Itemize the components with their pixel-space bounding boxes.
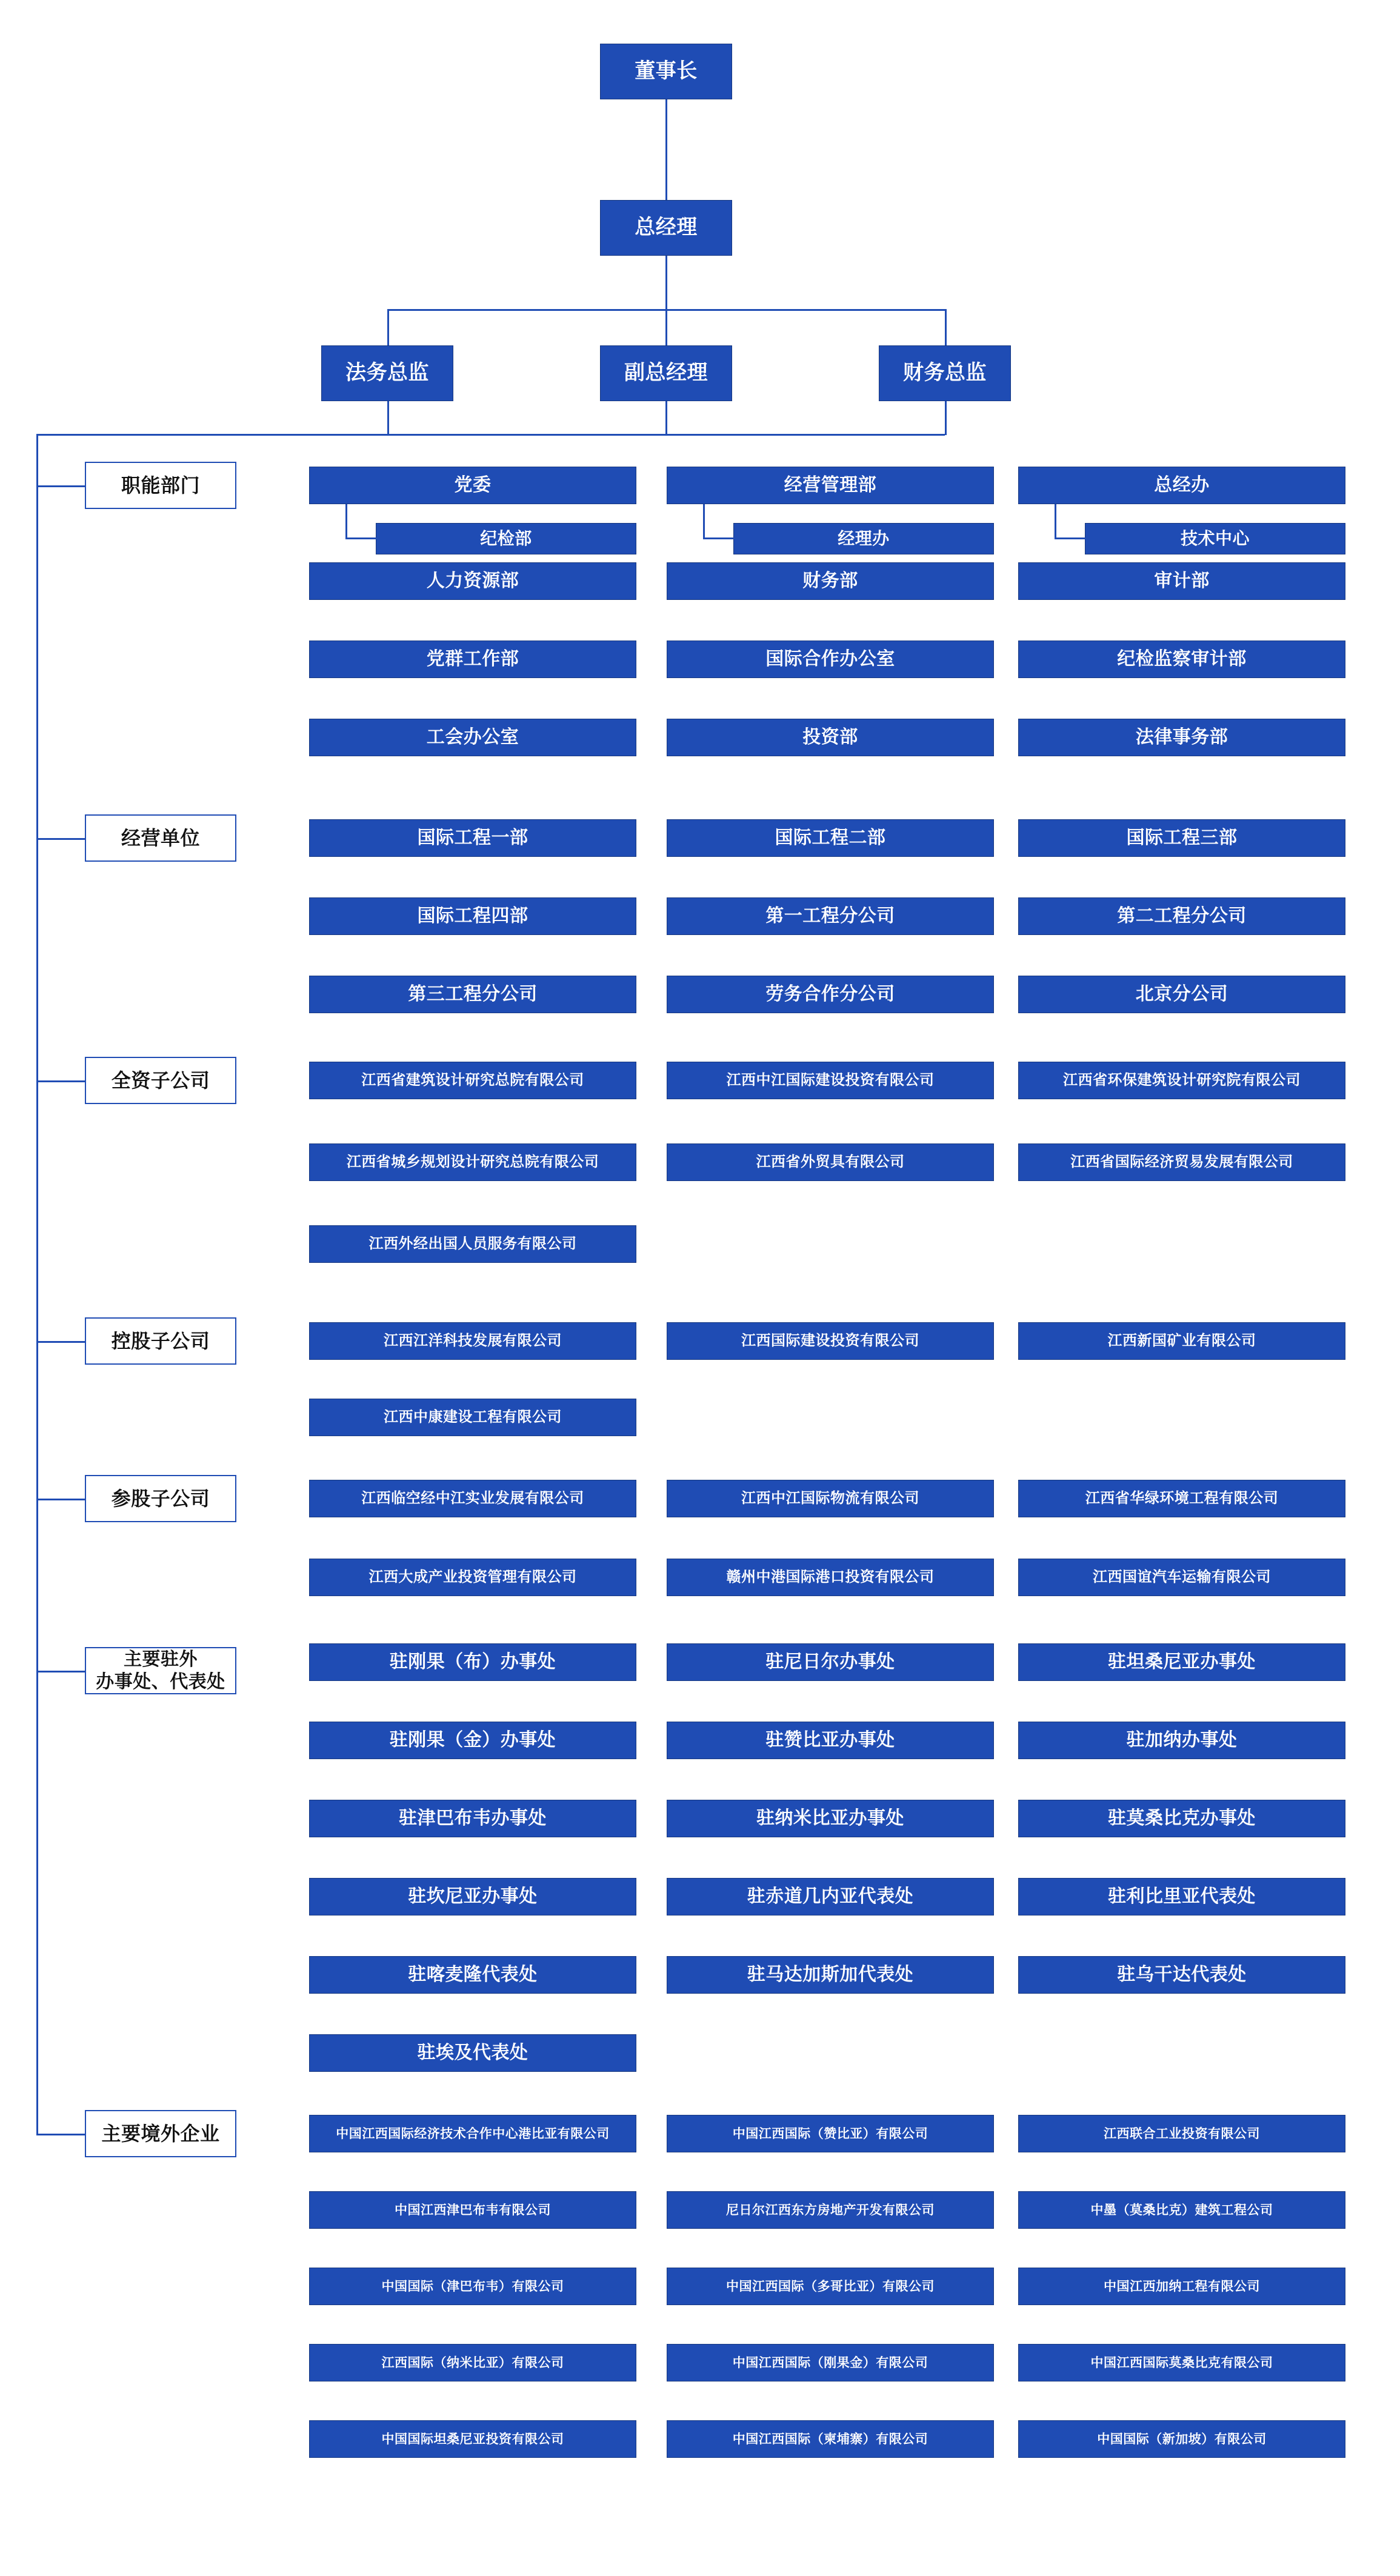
- node-wholly-1-1: 江西省外贸具有限公司: [667, 1143, 994, 1181]
- connector-line: [36, 485, 85, 487]
- node-functional-2-1: 投资部: [667, 719, 994, 756]
- node-general-manager: 总经理: [600, 200, 732, 256]
- connector-line: [1055, 504, 1056, 538]
- node-enterprise-0-2: 江西联合工业投资有限公司: [1018, 2115, 1345, 2152]
- node-functional-1-0: 党群工作部: [309, 641, 636, 678]
- node-office-1-2: 驻加纳办事处: [1018, 1722, 1345, 1759]
- node-office-2-1: 驻纳米比亚办事处: [667, 1800, 994, 1837]
- node-business-2-2: 北京分公司: [1018, 976, 1345, 1013]
- connector-line: [665, 256, 667, 310]
- category-overseas_enterprises: 主要境外企业: [85, 2110, 236, 2157]
- node-office-3-1: 驻赤道几内亚代表处: [667, 1878, 994, 1915]
- node-business-0-1: 国际工程二部: [667, 819, 994, 857]
- connector-line: [345, 537, 377, 539]
- node-wholly-0-0: 江西省建筑设计研究总院有限公司: [309, 1062, 636, 1099]
- category-functional: 职能部门: [85, 462, 236, 509]
- category-wholly_owned: 全资子公司: [85, 1057, 236, 1104]
- node-functional-header-0: 党委: [309, 467, 636, 504]
- node-business-1-2: 第二工程分公司: [1018, 897, 1345, 935]
- node-enterprise-4-0: 中国国际坦桑尼亚投资有限公司: [309, 2420, 636, 2458]
- node-equity-0-1: 江西中江国际物流有限公司: [667, 1480, 994, 1517]
- node-functional-1-2: 纪检监察审计部: [1018, 641, 1345, 678]
- node-enterprise-4-2: 中国国际（新加坡）有限公司: [1018, 2420, 1345, 2458]
- node-equity-0-0: 江西临空经中江实业发展有限公司: [309, 1480, 636, 1517]
- connector-line: [945, 309, 947, 345]
- node-enterprise-1-0: 中国江西津巴布韦有限公司: [309, 2191, 636, 2229]
- node-equity-1-2: 江西国谊汽车运输有限公司: [1018, 1559, 1345, 1596]
- node-wholly-1-2: 江西省国际经济贸易发展有限公司: [1018, 1143, 1345, 1181]
- node-office-0-2: 驻坦桑尼亚办事处: [1018, 1643, 1345, 1681]
- connector-line: [1055, 537, 1086, 539]
- connector-line: [36, 434, 387, 436]
- node-office-5-0: 驻埃及代表处: [309, 2034, 636, 2072]
- node-office-1-0: 驻刚果（金）办事处: [309, 1722, 636, 1759]
- connector-line: [345, 504, 347, 538]
- connector-line: [703, 504, 705, 538]
- node-office-3-0: 驻坎尼亚办事处: [309, 1878, 636, 1915]
- node-office-0-1: 驻尼日尔办事处: [667, 1643, 994, 1681]
- node-functional-header-2: 总经办: [1018, 467, 1345, 504]
- node-holding-0-1: 江西国际建设投资有限公司: [667, 1322, 994, 1360]
- node-office-4-1: 驻马达加斯加代表处: [667, 1956, 994, 1994]
- node-enterprise-0-0: 中国江西国际经济技术合作中心港比亚有限公司: [309, 2115, 636, 2152]
- node-equity-1-0: 江西大成产业投资管理有限公司: [309, 1559, 636, 1596]
- node-business-0-0: 国际工程一部: [309, 819, 636, 857]
- node-wholly-0-1: 江西中江国际建设投资有限公司: [667, 1062, 994, 1099]
- node-office-2-2: 驻莫桑比克办事处: [1018, 1800, 1345, 1837]
- node-functional-header-1: 经营管理部: [667, 467, 994, 504]
- node-office-4-2: 驻乌干达代表处: [1018, 1956, 1345, 1994]
- node-business-0-2: 国际工程三部: [1018, 819, 1345, 857]
- connector-line: [36, 838, 85, 840]
- node-enterprise-2-0: 中国国际（津巴布韦）有限公司: [309, 2268, 636, 2305]
- connector-line: [36, 2134, 85, 2135]
- connector-line: [703, 537, 735, 539]
- category-holding: 控股子公司: [85, 1317, 236, 1365]
- node-legal-director: 法务总监: [321, 345, 453, 401]
- node-business-1-1: 第一工程分公司: [667, 897, 994, 935]
- node-holding-0-0: 江西江洋科技发展有限公司: [309, 1322, 636, 1360]
- node-enterprise-2-1: 中国江西国际（多哥比亚）有限公司: [667, 2268, 994, 2305]
- connector-line: [387, 401, 389, 435]
- node-functional-sub-1: 经理办: [733, 523, 994, 554]
- node-wholly-2-0: 江西外经出国人员服务有限公司: [309, 1225, 636, 1263]
- node-business-2-1: 劳务合作分公司: [667, 976, 994, 1013]
- node-functional-sub-0: 纪检部: [376, 523, 636, 554]
- node-functional-0-2: 审计部: [1018, 562, 1345, 600]
- category-business: 经营单位: [85, 814, 236, 862]
- node-office-1-1: 驻赞比亚办事处: [667, 1722, 994, 1759]
- node-functional-0-1: 财务部: [667, 562, 994, 600]
- node-holding-0-2: 江西新国矿业有限公司: [1018, 1322, 1345, 1360]
- connector-line: [36, 1341, 85, 1343]
- node-equity-0-2: 江西省华绿环境工程有限公司: [1018, 1480, 1345, 1517]
- connector-line: [665, 99, 667, 200]
- node-functional-1-1: 国际合作办公室: [667, 641, 994, 678]
- connector-line: [387, 309, 389, 345]
- node-office-3-2: 驻利比里亚代表处: [1018, 1878, 1345, 1915]
- node-functional-sub-2: 技术中心: [1085, 523, 1345, 554]
- node-finance-director: 财务总监: [879, 345, 1011, 401]
- node-office-2-0: 驻津巴布韦办事处: [309, 1800, 636, 1837]
- connector-line: [36, 1080, 85, 1082]
- node-holding-1-0: 江西中康建设工程有限公司: [309, 1399, 636, 1436]
- node-functional-2-0: 工会办公室: [309, 719, 636, 756]
- node-enterprise-1-2: 中墨（莫桑比克）建筑工程公司: [1018, 2191, 1345, 2229]
- node-deputy-general-manager: 副总经理: [600, 345, 732, 401]
- node-enterprise-3-2: 中国江西国际莫桑比克有限公司: [1018, 2344, 1345, 2381]
- connector-line: [387, 434, 945, 436]
- node-wholly-1-0: 江西省城乡规划设计研究总院有限公司: [309, 1143, 636, 1181]
- connector-line: [36, 1499, 85, 1500]
- node-equity-1-1: 赣州中港国际港口投资有限公司: [667, 1559, 994, 1596]
- node-enterprise-2-2: 中国江西加纳工程有限公司: [1018, 2268, 1345, 2305]
- node-chairman: 董事长: [600, 44, 732, 99]
- node-business-2-0: 第三工程分公司: [309, 976, 636, 1013]
- node-enterprise-3-1: 中国江西国际（刚果金）有限公司: [667, 2344, 994, 2381]
- node-enterprise-3-0: 江西国际（纳米比亚）有限公司: [309, 2344, 636, 2381]
- connector-line: [945, 401, 947, 435]
- node-functional-2-2: 法律事务部: [1018, 719, 1345, 756]
- node-enterprise-0-1: 中国江西国际（赞比亚）有限公司: [667, 2115, 994, 2152]
- node-wholly-0-2: 江西省环保建筑设计研究院有限公司: [1018, 1062, 1345, 1099]
- category-equity: 参股子公司: [85, 1475, 236, 1522]
- category-overseas_offices: 主要驻外 办事处、代表处: [85, 1647, 236, 1694]
- node-office-4-0: 驻喀麦隆代表处: [309, 1956, 636, 1994]
- node-office-0-0: 驻刚果（布）办事处: [309, 1643, 636, 1681]
- connector-line: [36, 1671, 85, 1672]
- node-business-1-0: 国际工程四部: [309, 897, 636, 935]
- connector-line: [36, 434, 38, 2135]
- connector-line: [665, 401, 667, 435]
- node-enterprise-1-1: 尼日尔江西东方房地产开发有限公司: [667, 2191, 994, 2229]
- connector-line: [665, 309, 667, 345]
- node-functional-0-0: 人力资源部: [309, 562, 636, 600]
- node-enterprise-4-1: 中国江西国际（柬埔寨）有限公司: [667, 2420, 994, 2458]
